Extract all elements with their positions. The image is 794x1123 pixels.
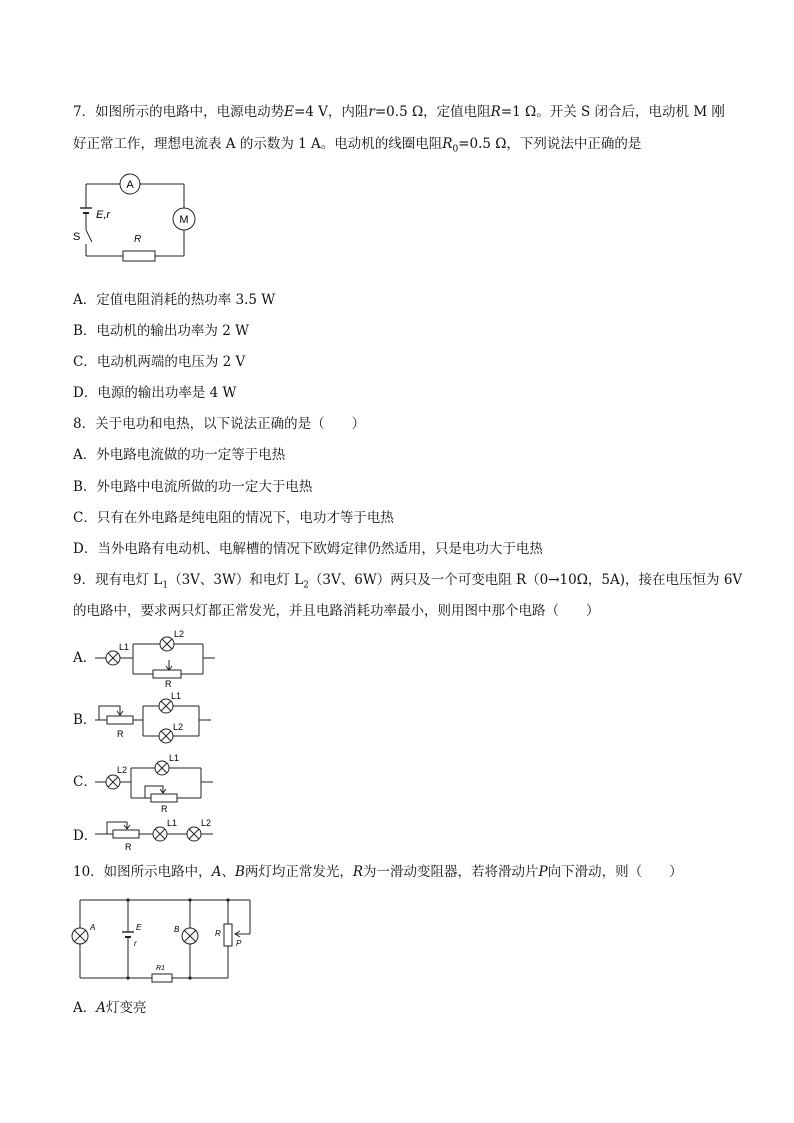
q7-option-b[interactable]: B．电动机的输出功率为 2 W xyxy=(73,323,249,339)
q9a-l1-label: L1 xyxy=(119,642,130,652)
q9-stem-line1: 9．现有电灯 $L_1(3V$、3W）和电灯 $L_2(3V$、6W）两只及一个可变电阻 R（0→10Ω，5A)，接在电压恒为 6V xyxy=(73,572,743,591)
q9-stem-line2: 的电路中，要求两只灯都正常发光，并且电路消耗功率最小，则用图中那个电路（ ） xyxy=(73,603,600,619)
q9b-l1-label: L1 xyxy=(171,691,182,701)
q9-circuit-d[interactable] xyxy=(95,814,225,854)
q9-circuit-a[interactable] xyxy=(95,630,225,690)
q8-option-a[interactable]: A．外电路电流做的功一定等于电热 xyxy=(73,447,286,463)
q7-resistor-label: R xyxy=(134,234,142,245)
q9c-l2-label: L2 xyxy=(117,765,128,775)
q7-source-label: E,r xyxy=(96,209,111,221)
q9c-l1-label: L1 xyxy=(169,753,180,763)
q10-stem: 10．如图所示电路中，A、B两灯均正常发光，R为一滑动变阻器，若将滑动片P向下滑动，则（ ） xyxy=(73,864,683,880)
q7-option-d[interactable]: D．电源的输出功率是 4 W xyxy=(73,385,237,401)
q10-lamp-b-label: B xyxy=(174,925,180,934)
q7-option-c[interactable]: C．电动机两端的电压为 2 V xyxy=(73,354,246,370)
q9d-l2-label: L2 xyxy=(201,818,212,828)
q8-stem: 8．关于电功和电热，以下说法正确的是（ ） xyxy=(73,416,366,432)
q9-option-d-label[interactable]: D． xyxy=(73,828,98,844)
q9-circuit-c[interactable] xyxy=(95,752,225,814)
q10-lamp-a-label: A xyxy=(90,923,96,932)
q9-option-b-label[interactable]: B． xyxy=(73,712,97,728)
q10-rheostat-label: R xyxy=(215,929,221,938)
q8-option-c[interactable]: C．只有在外电路是纯电阻的情况下，电功才等于电热 xyxy=(73,510,394,526)
q8-option-b[interactable]: B．外电路中电流所做的功一定大于电热 xyxy=(73,479,313,495)
q7-switch-label: S xyxy=(73,231,81,243)
q10-r1-label: R1 xyxy=(156,965,165,972)
q9c-r-label: R xyxy=(161,804,168,814)
q10-emf-label: E xyxy=(136,923,142,932)
q9d-r-label: R xyxy=(125,842,132,852)
q7-stem-line2: 好正常工作，理想电流表 A 的示数为 1 A。电动机的线圈电阻$R_0=0.5$ Ω，下列说法中正确的是 xyxy=(73,136,642,155)
q9d-l1-label: L1 xyxy=(167,818,178,828)
q9a-r-label: R xyxy=(165,679,172,689)
q9-circuit-b[interactable] xyxy=(95,690,225,752)
q10-slider-label: P xyxy=(236,939,242,948)
q9-option-c-label[interactable]: C． xyxy=(73,774,97,790)
q7-stem-line1: 7．如图所示的电路中，电源电动势E=4 V，内阻r=0.5 Ω，定值电阻R=1 Ω。开关 S 闭合后，电动机 M 刚 xyxy=(73,104,725,120)
q8-option-d[interactable]: D．当外电路有电动机、电解槽的情况下欧姆定律仍然适用，只是电功大于电热 xyxy=(73,541,543,557)
q10-circuit-diagram xyxy=(70,894,260,984)
q9-option-a-label[interactable]: A． xyxy=(73,650,97,666)
q10-option-a[interactable]: A．A灯变亮 xyxy=(73,1000,147,1016)
q7-motor-label: M xyxy=(179,214,189,226)
q7-circuit-diagram xyxy=(70,170,210,262)
q7-option-a[interactable]: A．定值电阻消耗的热功率 3.5 W xyxy=(73,292,276,308)
q9a-l2-label: L2 xyxy=(174,630,185,639)
q9b-l2-label: L2 xyxy=(173,722,184,732)
q9b-r-label: R xyxy=(117,729,124,739)
q10-internal-r-label: r xyxy=(134,939,137,948)
q7-ammeter-label: A xyxy=(126,179,134,191)
